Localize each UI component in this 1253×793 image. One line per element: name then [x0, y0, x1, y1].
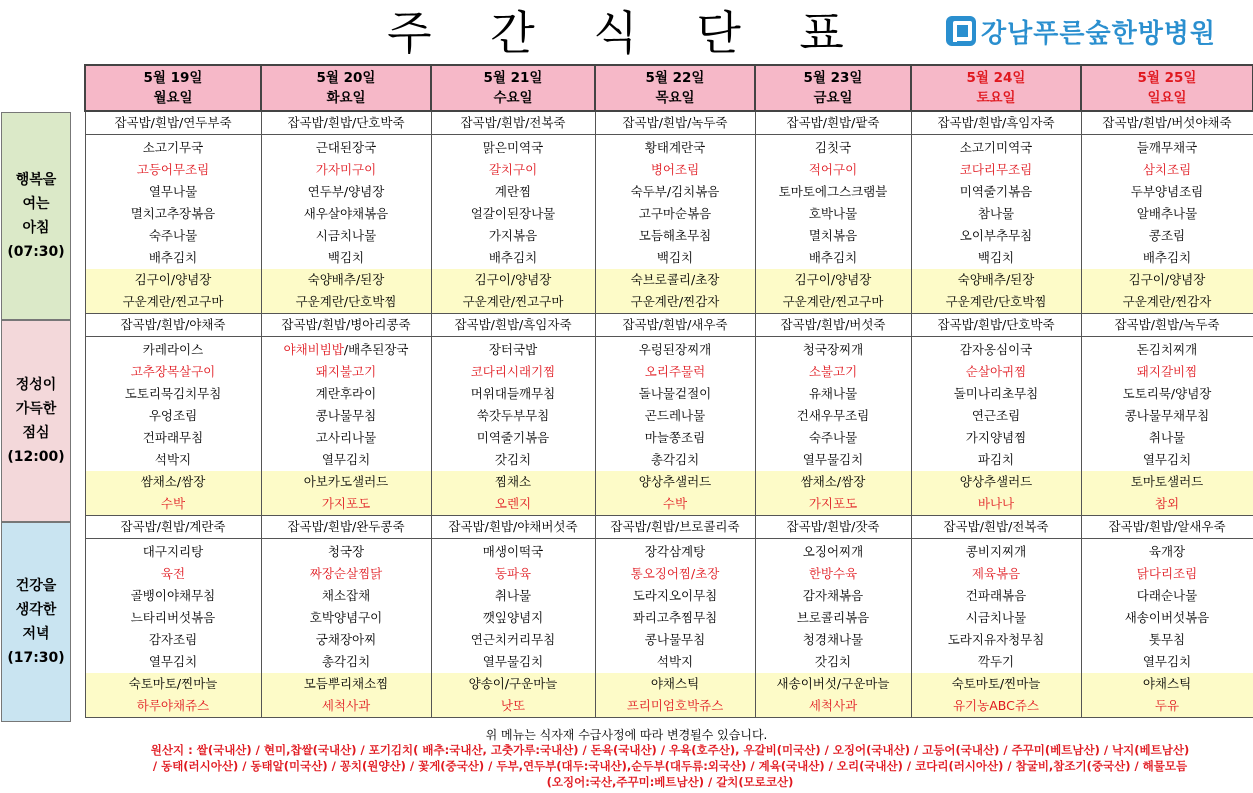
day-weekday: 토요일	[976, 90, 1016, 106]
breakfast-dish: 근대된장국	[261, 135, 431, 160]
breakfast-dish: 소고기무국	[85, 135, 261, 160]
lunch-dish: 돌나물겉절이	[595, 383, 755, 405]
lunch-dish: 건파래무침	[85, 427, 261, 449]
dinner-dish: 깍두기	[911, 651, 1081, 673]
dinner-dish: 매생이떡국	[431, 539, 595, 564]
day-header	[1081, 65, 1253, 111]
lunch-dish: 미역줄기볶음	[431, 427, 595, 449]
dinner-dish: 새송이버섯볶음	[1081, 607, 1253, 629]
lunch-dish: 총각김치	[595, 449, 755, 471]
lunch-dish: 연근조림	[911, 405, 1081, 427]
breakfast-side-row	[85, 269, 1253, 291]
page-title: 주 간 식 단 표	[387, 6, 866, 60]
lunch-dish: 열무물김치	[755, 449, 911, 471]
dinner-dish: 짜장순살찜닭	[261, 563, 431, 585]
lunch-side-dish: 수박	[85, 493, 261, 516]
dinner-dish: 다래순나물	[1081, 585, 1253, 607]
lunch-dish: 돼지갈비찜	[1081, 361, 1253, 383]
day-header	[911, 65, 1081, 111]
dinner-side-dish: 세척사과	[755, 695, 911, 718]
dinner-dish: 골뱅이야채무침	[85, 585, 261, 607]
dinner-dish: 시금치나물	[911, 607, 1081, 629]
breakfast-dish: 백김치	[911, 247, 1081, 269]
breakfast-dish: 토마토에그스크램블	[755, 181, 911, 203]
dinner-dish: 궁채장아찌	[261, 629, 431, 651]
dinner-dish-row	[85, 651, 1253, 673]
breakfast-dish: 열무나물	[85, 181, 261, 203]
dinner-dish: 육전	[85, 563, 261, 585]
dinner-porridge-row	[85, 516, 1253, 539]
lunch-dish: 건새우무조림	[755, 405, 911, 427]
breakfast-side-dish: 숙양배추/된장	[911, 269, 1081, 291]
breakfast-dish: 김칫국	[755, 135, 911, 160]
lunch-dish-row	[85, 383, 1253, 405]
lunch-dish: 도토리묵/양념장	[1081, 383, 1253, 405]
lunch-dish-row	[85, 405, 1253, 427]
breakfast-dish: 두부양념조림	[1081, 181, 1253, 203]
day-date: 5월 25일	[1137, 70, 1197, 86]
dinner-dish: 취나물	[431, 585, 595, 607]
breakfast-dish: 멸치볶음	[755, 225, 911, 247]
menu-change-note: 위 메뉴는 식자재 수급사정에 따라 변경될수 있습니다.	[485, 728, 768, 742]
breakfast-dish: 소고기미역국	[911, 135, 1081, 160]
breakfast-dish: 갈치구이	[431, 159, 595, 181]
lunch-dish: 우렁된장찌개	[595, 337, 755, 362]
lunch-dish: 숙주나물	[755, 427, 911, 449]
dinner-rice-porridge: 잡곡밥/흰밥/야채버섯죽	[431, 516, 595, 539]
lunch-dish: 청국장찌개	[755, 337, 911, 362]
lunch-dish-highlight: 야채비빔밥	[283, 342, 344, 357]
lunch-side-row	[85, 471, 1253, 493]
dinner-dish: 꽈리고추찜무침	[595, 607, 755, 629]
breakfast-side-dish: 숙양배추/된장	[261, 269, 431, 291]
lunch-dish: 유채나물	[755, 383, 911, 405]
breakfast-dish: 오이부추무침	[911, 225, 1081, 247]
lunch-dish: 취나물	[1081, 427, 1253, 449]
lunch-side-dish: 쌈채소/쌈장	[85, 471, 261, 493]
lunch-dish: 쑥갓두부무침	[431, 405, 595, 427]
breakfast-dish: 고구마순볶음	[595, 203, 755, 225]
meal-label-text: 건강을 생각한 저녁 (17:30)	[7, 578, 65, 666]
breakfast-dish: 황태계란국	[595, 135, 755, 160]
day-date: 5월 19일	[143, 70, 203, 86]
lunch-side-dish: 양상추샐러드	[911, 471, 1081, 493]
day-date: 5월 20일	[316, 70, 376, 86]
origin-info: 원산지 : 쌀(국내산) / 현미,찹쌀(국내산) / 포기김치( 배추:국내산, 고춧가루:국내산) / 돈육(국내산) / 우육(호주산), 우갈비(미국산) / 오징어(국내산) / 고등어(국내산) / 주꾸미(베트남산) / 낙지(베트남산) / 동태(러시아산) / 동태알(미국산) / 꽁치(원양산) / 꽃게(중국산) / 두부,연두부(대두:국내산),순두부(대두류:외국산) / 계육(국내산) / 오리(국내산) / 코다리(러시아산) / 참굴비,참조기(중국산) / 해물모듬(오징어:국산,주꾸미:베트남산) / 갈치(모로코산)	[150, 743, 1190, 789]
breakfast-dish: 삼치조림	[1081, 159, 1253, 181]
lunch-dish: 코다리시래기찜	[431, 361, 595, 383]
breakfast-dish: 배추김치	[1081, 247, 1253, 269]
dinner-dish: 대구지리탕	[85, 539, 261, 564]
breakfast-dish: 연두부/양념장	[261, 181, 431, 203]
day-weekday: 일요일	[1147, 90, 1187, 106]
lunch-side-dish: 오렌지	[431, 493, 595, 516]
dinner-dish: 석박지	[595, 651, 755, 673]
lunch-side-dish: 참외	[1081, 493, 1253, 516]
breakfast-dish: 계란찜	[431, 181, 595, 203]
lunch-side-dish: 양상추샐러드	[595, 471, 755, 493]
dinner-side-row	[85, 695, 1253, 718]
dinner-dish-row	[85, 563, 1253, 585]
dinner-rice-porridge: 잡곡밥/흰밥/전복죽	[911, 516, 1081, 539]
dinner-dish: 도라지유자청무침	[911, 629, 1081, 651]
breakfast-rice-porridge: 잡곡밥/흰밥/흑임자죽	[911, 111, 1081, 135]
breakfast-dish: 콩조림	[1081, 225, 1253, 247]
day-weekday: 목요일	[655, 90, 695, 106]
dinner-label	[1, 522, 71, 722]
dinner-side-dish: 유기농ABC쥬스	[911, 695, 1081, 718]
breakfast-side-dish: 구운계란/찐고구마	[431, 291, 595, 314]
lunch-dish-row	[85, 427, 1253, 449]
breakfast-dish: 맑은미역국	[431, 135, 595, 160]
breakfast-side-dish: 구운계란/단호박찜	[261, 291, 431, 314]
lunch-rice-porridge: 잡곡밥/흰밥/녹두죽	[1081, 314, 1253, 337]
lunch-rice-porridge: 잡곡밥/흰밥/병아리콩죽	[261, 314, 431, 337]
dinner-side-row	[85, 673, 1253, 695]
lunch-dish: 열무김치	[1081, 449, 1253, 471]
lunch-dish: 콩나물무침	[261, 405, 431, 427]
breakfast-dish: 고등어무조림	[85, 159, 261, 181]
dinner-side-dish: 야채스틱	[1081, 673, 1253, 695]
hospital-logo	[946, 14, 1216, 48]
lunch-dish: 도토리묵김치무침	[85, 383, 261, 405]
breakfast-side-row	[85, 291, 1253, 314]
breakfast-dish: 미역줄기볶음	[911, 181, 1081, 203]
lunch-side-dish: 가지포도	[755, 493, 911, 516]
lunch-side-dish: 수박	[595, 493, 755, 516]
lunch-dish	[261, 337, 431, 362]
dinner-dish: 열무김치	[1081, 651, 1253, 673]
lunch-side-dish: 쌈채소/쌈장	[755, 471, 911, 493]
dinner-dish: 도라지오이무침	[595, 585, 755, 607]
dinner-dish: 연근치커리무침	[431, 629, 595, 651]
dinner-dish-row	[85, 607, 1253, 629]
breakfast-dish: 백김치	[595, 247, 755, 269]
dinner-dish: 갓김치	[755, 651, 911, 673]
dinner-dish: 동파육	[431, 563, 595, 585]
lunch-dish-rest: /배추된장국	[343, 342, 409, 357]
day-header	[431, 65, 595, 111]
breakfast-porridge-row	[85, 111, 1253, 135]
day-weekday: 월요일	[153, 90, 193, 106]
dinner-dish: 호박양념구이	[261, 607, 431, 629]
day-header	[85, 65, 261, 111]
breakfast-dish: 모듬해초무침	[595, 225, 755, 247]
day-header-row	[85, 65, 1253, 111]
breakfast-dish: 백김치	[261, 247, 431, 269]
dinner-dish: 콩비지찌개	[911, 539, 1081, 564]
lunch-dish: 장터국밥	[431, 337, 595, 362]
dinner-side-dish: 양송이/구운마늘	[431, 673, 595, 695]
breakfast-dish-row	[85, 181, 1253, 203]
dinner-side-dish: 모듬뿌리채소찜	[261, 673, 431, 695]
dinner-side-dish: 두유	[1081, 695, 1253, 718]
breakfast-side-dish: 구운계란/찐고구마	[755, 291, 911, 314]
breakfast-dish: 코다리무조림	[911, 159, 1081, 181]
lunch-dish: 계란후라이	[261, 383, 431, 405]
day-weekday: 금요일	[813, 90, 853, 106]
breakfast-dish: 병어조림	[595, 159, 755, 181]
lunch-dish: 콩나물무채무침	[1081, 405, 1253, 427]
lunch-rice-porridge: 잡곡밥/흰밥/야채죽	[85, 314, 261, 337]
breakfast-side-dish: 구운계란/단호박찜	[911, 291, 1081, 314]
breakfast-dish: 배추김치	[431, 247, 595, 269]
day-weekday: 수요일	[493, 90, 533, 106]
dinner-dish: 감자채볶음	[755, 585, 911, 607]
breakfast-dish: 호박나물	[755, 203, 911, 225]
weekly-menu-table	[84, 64, 1253, 718]
dinner-dish: 장각삼계탕	[595, 539, 755, 564]
lunch-dish: 곤드레나물	[595, 405, 755, 427]
dinner-side-dish: 새송이버섯/구운마늘	[755, 673, 911, 695]
breakfast-rice-porridge: 잡곡밥/흰밥/연두부죽	[85, 111, 261, 135]
lunch-dish: 오리주물럭	[595, 361, 755, 383]
meal-label-text: 정성이 가득한 점심 (12:00)	[7, 377, 65, 465]
day-weekday: 화요일	[326, 90, 366, 106]
dinner-side-dish: 숙토마토/찐마늘	[85, 673, 261, 695]
lunch-rice-porridge: 잡곡밥/흰밥/단호박죽	[911, 314, 1081, 337]
breakfast-dish: 시금치나물	[261, 225, 431, 247]
dinner-dish: 청국장	[261, 539, 431, 564]
lunch-dish: 갓김치	[431, 449, 595, 471]
lunch-dish: 순살아귀찜	[911, 361, 1081, 383]
lunch-dish: 돌미나리초무침	[911, 383, 1081, 405]
breakfast-side-dish: 김구이/양념장	[431, 269, 595, 291]
breakfast-dish: 적어구이	[755, 159, 911, 181]
lunch-dish: 돈김치찌개	[1081, 337, 1253, 362]
dinner-side-dish: 야채스틱	[595, 673, 755, 695]
dinner-dish: 한방수육	[755, 563, 911, 585]
lunch-dish: 카레라이스	[85, 337, 261, 362]
breakfast-rice-porridge: 잡곡밥/흰밥/단호박죽	[261, 111, 431, 135]
breakfast-side-dish: 김구이/양념장	[755, 269, 911, 291]
dinner-side-dish: 세척사과	[261, 695, 431, 718]
lunch-dish: 소불고기	[755, 361, 911, 383]
dinner-rice-porridge: 잡곡밥/흰밥/완두콩죽	[261, 516, 431, 539]
day-date: 5월 23일	[803, 70, 863, 86]
meal-label-text: 행복을 여는 아침 (07:30)	[7, 172, 65, 260]
dinner-dish: 브로콜리볶음	[755, 607, 911, 629]
breakfast-dish: 숙주나물	[85, 225, 261, 247]
breakfast-dish: 가자미구이	[261, 159, 431, 181]
breakfast-dish-row	[85, 159, 1253, 181]
dinner-dish: 톳무침	[1081, 629, 1253, 651]
lunch-dish: 우엉조림	[85, 405, 261, 427]
dinner-dish-row	[85, 629, 1253, 651]
lunch-rice-porridge: 잡곡밥/흰밥/흑임자죽	[431, 314, 595, 337]
hospital-logo-icon	[946, 16, 976, 46]
day-header	[595, 65, 755, 111]
breakfast-label	[1, 112, 71, 320]
lunch-side-dish: 아보카도샐러드	[261, 471, 431, 493]
dinner-dish: 깻잎양념지	[431, 607, 595, 629]
dinner-side-dish: 하루야채쥬스	[85, 695, 261, 718]
breakfast-dish: 들깨무채국	[1081, 135, 1253, 160]
breakfast-side-dish: 숙브로콜리/초장	[595, 269, 755, 291]
dinner-dish: 육개장	[1081, 539, 1253, 564]
breakfast-side-dish: 김구이/양념장	[1081, 269, 1253, 291]
dinner-side-dish: 프리미엄호박쥬스	[595, 695, 755, 718]
lunch-rice-porridge: 잡곡밥/흰밥/새우죽	[595, 314, 755, 337]
lunch-side-dish: 가지포도	[261, 493, 431, 516]
lunch-rice-porridge: 잡곡밥/흰밥/버섯죽	[755, 314, 911, 337]
dinner-rice-porridge: 잡곡밥/흰밥/알새우죽	[1081, 516, 1253, 539]
breakfast-dish: 숙두부/김치볶음	[595, 181, 755, 203]
breakfast-dish: 얼갈이된장나물	[431, 203, 595, 225]
lunch-dish-row	[85, 337, 1253, 362]
breakfast-side-dish: 구운계란/찐감자	[1081, 291, 1253, 314]
breakfast-dish: 새우살야채볶음	[261, 203, 431, 225]
breakfast-side-dish: 구운계란/찐고구마	[85, 291, 261, 314]
breakfast-dish-row	[85, 225, 1253, 247]
dinner-dish: 콩나물무침	[595, 629, 755, 651]
dinner-dish: 닭다리조림	[1081, 563, 1253, 585]
day-header	[755, 65, 911, 111]
dinner-dish: 열무김치	[85, 651, 261, 673]
dinner-dish: 건파래볶음	[911, 585, 1081, 607]
breakfast-dish: 배추김치	[755, 247, 911, 269]
breakfast-side-dish: 김구이/양념장	[85, 269, 261, 291]
day-date: 5월 22일	[645, 70, 705, 86]
hospital-name: 강남푸른숲한방병원	[981, 18, 1217, 49]
day-date: 5월 24일	[966, 70, 1026, 86]
dinner-dish: 느타리버섯볶음	[85, 607, 261, 629]
breakfast-side-dish: 구운계란/찐감자	[595, 291, 755, 314]
lunch-side-dish: 찜채소	[431, 471, 595, 493]
dinner-dish: 총각김치	[261, 651, 431, 673]
dinner-dish-row	[85, 539, 1253, 564]
dinner-rice-porridge: 잡곡밥/흰밥/잣죽	[755, 516, 911, 539]
dinner-rice-porridge: 잡곡밥/흰밥/계란죽	[85, 516, 261, 539]
lunch-side-dish: 바나나	[911, 493, 1081, 516]
breakfast-rice-porridge: 잡곡밥/흰밥/녹두죽	[595, 111, 755, 135]
lunch-side-dish: 토마토샐러드	[1081, 471, 1253, 493]
lunch-porridge-row	[85, 314, 1253, 337]
lunch-dish-row	[85, 361, 1253, 383]
breakfast-dish-row	[85, 203, 1253, 225]
lunch-dish: 감자옹심이국	[911, 337, 1081, 362]
breakfast-dish: 참나물	[911, 203, 1081, 225]
lunch-side-row	[85, 493, 1253, 516]
dinner-dish: 청경채나물	[755, 629, 911, 651]
breakfast-dish: 멸치고추장볶음	[85, 203, 261, 225]
breakfast-dish-row	[85, 247, 1253, 269]
lunch-dish: 고추장목살구이	[85, 361, 261, 383]
day-date: 5월 21일	[483, 70, 543, 86]
lunch-label	[1, 320, 71, 522]
breakfast-dish: 알배추나물	[1081, 203, 1253, 225]
dinner-dish-row	[85, 585, 1253, 607]
breakfast-dish: 배추김치	[85, 247, 261, 269]
dinner-dish: 통오징어찜/초장	[595, 563, 755, 585]
dinner-dish: 열무물김치	[431, 651, 595, 673]
dinner-side-dish: 낫또	[431, 695, 595, 718]
dinner-dish: 채소잡채	[261, 585, 431, 607]
breakfast-rice-porridge: 잡곡밥/흰밥/전복죽	[431, 111, 595, 135]
breakfast-rice-porridge: 잡곡밥/흰밥/팥죽	[755, 111, 911, 135]
lunch-dish: 고사리나물	[261, 427, 431, 449]
day-header	[261, 65, 431, 111]
lunch-dish: 돼지불고기	[261, 361, 431, 383]
dinner-side-dish: 숙토마토/찐마늘	[911, 673, 1081, 695]
lunch-dish: 파김치	[911, 449, 1081, 471]
lunch-dish-row	[85, 449, 1253, 471]
breakfast-rice-porridge: 잡곡밥/흰밥/버섯야채죽	[1081, 111, 1253, 135]
lunch-dish: 마늘쫑조림	[595, 427, 755, 449]
dinner-dish: 오징어찌개	[755, 539, 911, 564]
breakfast-dish-row	[85, 135, 1253, 160]
lunch-dish: 석박지	[85, 449, 261, 471]
breakfast-dish: 가지볶음	[431, 225, 595, 247]
dinner-rice-porridge: 잡곡밥/흰밥/브로콜리죽	[595, 516, 755, 539]
dinner-dish: 제육볶음	[911, 563, 1081, 585]
lunch-dish: 열무김치	[261, 449, 431, 471]
lunch-dish: 가지양념찜	[911, 427, 1081, 449]
dinner-dish: 감자조림	[85, 629, 261, 651]
lunch-dish: 머위대들깨무침	[431, 383, 595, 405]
